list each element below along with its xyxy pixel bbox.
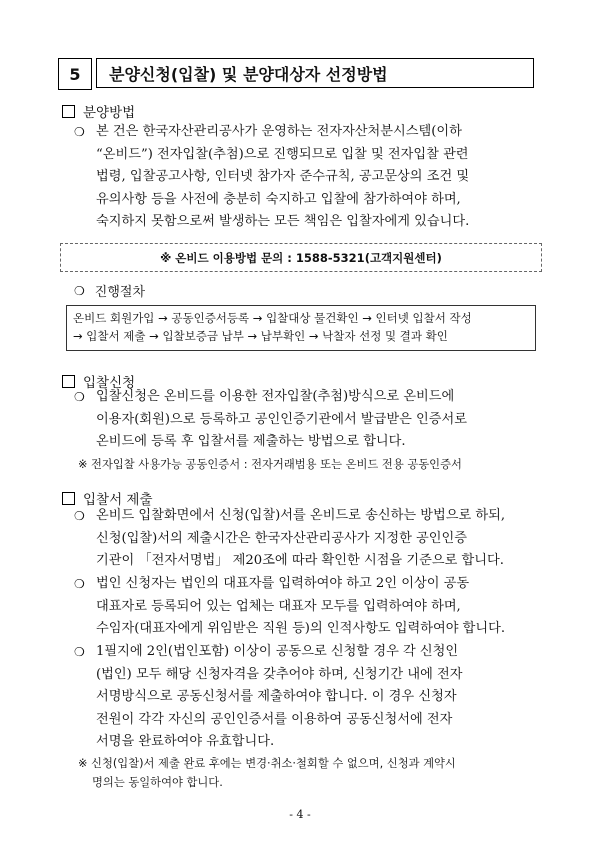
text-line: “온비드”) 전자입찰(추첨)으로 진행되므로 입찰 및 전자입찰 관련: [96, 146, 469, 162]
section-number-box: 5: [58, 58, 92, 90]
text-line: 온비드 입찰화면에서 신청(입찰)서를 온비드로 송신하는 방법으로 하되,: [96, 508, 506, 523]
heading-text: 분양방법: [83, 105, 136, 121]
circle-bullet-icon: ❍: [74, 283, 85, 298]
paragraph-joint-application: [74, 641, 544, 756]
circle-bullet-icon: ❍: [74, 390, 85, 404]
paragraph-corporate-applicant: [74, 573, 544, 643]
circle-bullet-icon: ❍: [74, 645, 85, 659]
flow-line: 온비드 회원가입 → 공동인증서등록 → 입찰대상 물건확인 → 인터넷 입찰서 작성: [73, 311, 472, 325]
circle-bullet-icon: ❍: [74, 125, 85, 139]
square-bullet-icon: [62, 492, 75, 505]
page-number: - 4 -: [289, 808, 311, 821]
note-line: 명의는 동일하여야 합니다.: [92, 776, 223, 789]
procedure-flow-box: [66, 305, 536, 351]
text-line: 입찰신청은 온비드를 이용한 전자입찰(추첨)방식으로 온비드에: [96, 389, 455, 404]
text-line: (법인) 모두 해당 신청자격을 갖추어야 하며, 신청기간 내에 전자: [96, 666, 463, 682]
circle-bullet-icon: ❍: [74, 509, 85, 523]
paragraph-sale-method: [74, 121, 544, 236]
text-line: 신청(입찰)서의 제출시간은 한국자산관리공사가 지정한 공인인증: [96, 530, 468, 546]
text-line: 온비드에 등록 후 입찰서를 제출하는 방법으로 합니다.: [96, 434, 406, 450]
paragraph-submission-method: [74, 505, 544, 575]
section-title: [58, 58, 534, 90]
text-line: 전원이 각각 자신의 공인인증서를 이용하여 공동신청서에 전자: [96, 711, 453, 727]
text-line: 법인 신청자는 법인의 대표자를 입력하여야 하고 2인 이상이 공동: [96, 576, 470, 591]
text-line: 수임자(대표자에게 위임받은 직원 등)의 인적사항도 입력하여야 합니다.: [96, 621, 506, 637]
onbid-contact-notice: ※ 온비드 이용방법 문의 : 1588-5321(고객지원센터): [60, 243, 542, 272]
text-line: 숙지하지 못함으로써 발생하는 모든 책임은 입찰자에게 있습니다.: [96, 214, 470, 230]
certificate-note: ※ 전자입찰 사용가능 공동인증서 : 전자거래범용 또는 온비드 전용 공동인증서: [78, 458, 462, 471]
note-line: ※ 신청(입찰)서 제출 완료 후에는 변경·취소·철회할 수 없으며, 신청과 계약시: [78, 757, 456, 770]
submission-note: [78, 754, 548, 792]
heading-text: 입찰서 제출: [83, 492, 153, 508]
subheading-procedure: [74, 281, 145, 300]
section-title-box: 분양신청(입찰) 및 분양대상자 선정방법: [96, 58, 534, 88]
text-line: 법령, 입찰공고사항, 인터넷 참가자 준수규칙, 공고문상의 조건 및: [96, 169, 470, 185]
text-line: 서명을 완료하여야 유효합니다.: [96, 734, 275, 750]
heading-text: 입찰신청: [83, 375, 136, 391]
text-line: 기관이 「전자서명법」 제20조에 따라 확인한 시점을 기준으로 합니다.: [96, 553, 504, 569]
circle-bullet-icon: ❍: [74, 577, 85, 591]
text-line: 대표자로 등록되어 있는 업체는 대표자 모두를 입력하여야 하며,: [96, 598, 461, 614]
text-line: 유의사항 등을 사전에 충분히 숙지하고 입찰에 참가하여야 하며,: [96, 191, 461, 207]
text-line: 본 건은 한국자산관리공사가 운영하는 전자자산처분시스템(이하: [96, 124, 462, 139]
text-line: 1필지에 2인(법인포함) 이상이 공동으로 신청할 경우 각 신청인: [96, 644, 459, 659]
paragraph-bid-application: [74, 386, 544, 456]
text-line: 이용자(회원)으로 등록하고 공인인증기관에서 발급받은 인증서로: [96, 411, 468, 427]
subheading-text: 진행절차: [94, 285, 145, 300]
heading-sale-method: [62, 101, 135, 121]
square-bullet-icon: [62, 105, 75, 118]
flow-line: → 입찰서 제출 → 입찰보증금 납부 → 납부확인 → 낙찰자 선정 및 결과 확인: [73, 329, 448, 343]
text-line: 서명방식으로 공동신청서를 제출하여야 합니다. 이 경우 신청자: [96, 689, 457, 705]
